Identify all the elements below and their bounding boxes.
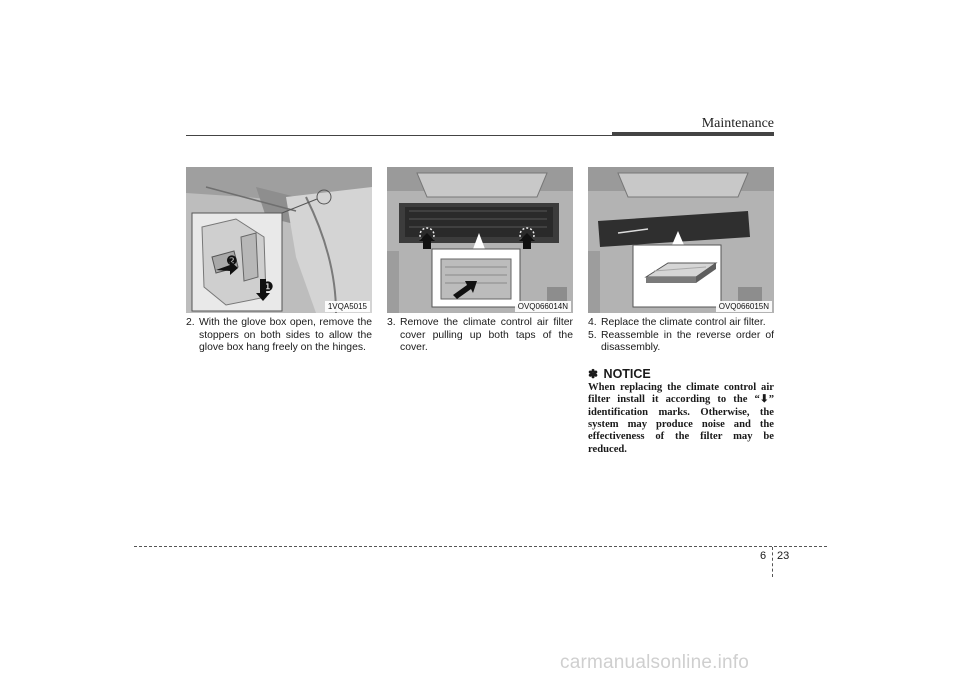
figure-code: OVQ066014N bbox=[515, 301, 571, 312]
step-number: 3. bbox=[387, 317, 396, 328]
section-title: Maintenance bbox=[701, 116, 774, 131]
header-rule-accent bbox=[612, 132, 774, 136]
step-number: 4. bbox=[588, 317, 597, 328]
page-number: 23 bbox=[777, 550, 790, 562]
step-text: Reassemble in the reverse order of disassembly. bbox=[601, 329, 774, 354]
notice-body: When replacing the climate control air filter install it according to the “⬇” identification marks. Otherwise, the system may produce noise and the effectiveness of the filter may be reduced. bbox=[588, 381, 774, 455]
figure-filter-cover bbox=[387, 167, 573, 313]
watermark: carmanualsonline.info bbox=[560, 652, 750, 673]
notice-star-icon: ✽ bbox=[588, 366, 599, 381]
glove-box-illustration bbox=[186, 167, 372, 313]
callout-2: ❷ bbox=[226, 253, 238, 268]
callout-1: ❶ bbox=[262, 279, 274, 294]
column-3-text bbox=[588, 317, 774, 456]
step-text: Remove the climate control air filter cover pulling up both taps of the cover. bbox=[400, 317, 573, 354]
figure-glove-box-stoppers bbox=[186, 167, 372, 313]
step-number: 2. bbox=[186, 317, 195, 328]
footer-rule bbox=[134, 546, 827, 547]
footer-divider bbox=[772, 547, 773, 577]
notice-heading bbox=[588, 367, 774, 381]
step-number: 5. bbox=[588, 329, 597, 341]
column-1-text bbox=[186, 317, 372, 355]
step-3 bbox=[387, 317, 573, 355]
column-2-text bbox=[387, 317, 573, 355]
chapter-number: 6 bbox=[760, 550, 767, 562]
step-text: Replace the climate control air filter. bbox=[601, 317, 766, 328]
figure-new-filter bbox=[588, 167, 774, 313]
notice-title: NOTICE bbox=[603, 366, 651, 381]
new-filter-illustration bbox=[588, 167, 774, 313]
step-5 bbox=[588, 330, 774, 355]
figure-code: OVQ066015N bbox=[716, 301, 772, 312]
step-text: With the glove box open, remove the stoppers on both sides to allow the glove box hang freely on the hinges. bbox=[199, 317, 372, 354]
figure-code: 1VQA5015 bbox=[325, 301, 370, 312]
step-2 bbox=[186, 317, 372, 355]
step-4 bbox=[588, 317, 774, 330]
filter-cover-illustration bbox=[387, 167, 573, 313]
